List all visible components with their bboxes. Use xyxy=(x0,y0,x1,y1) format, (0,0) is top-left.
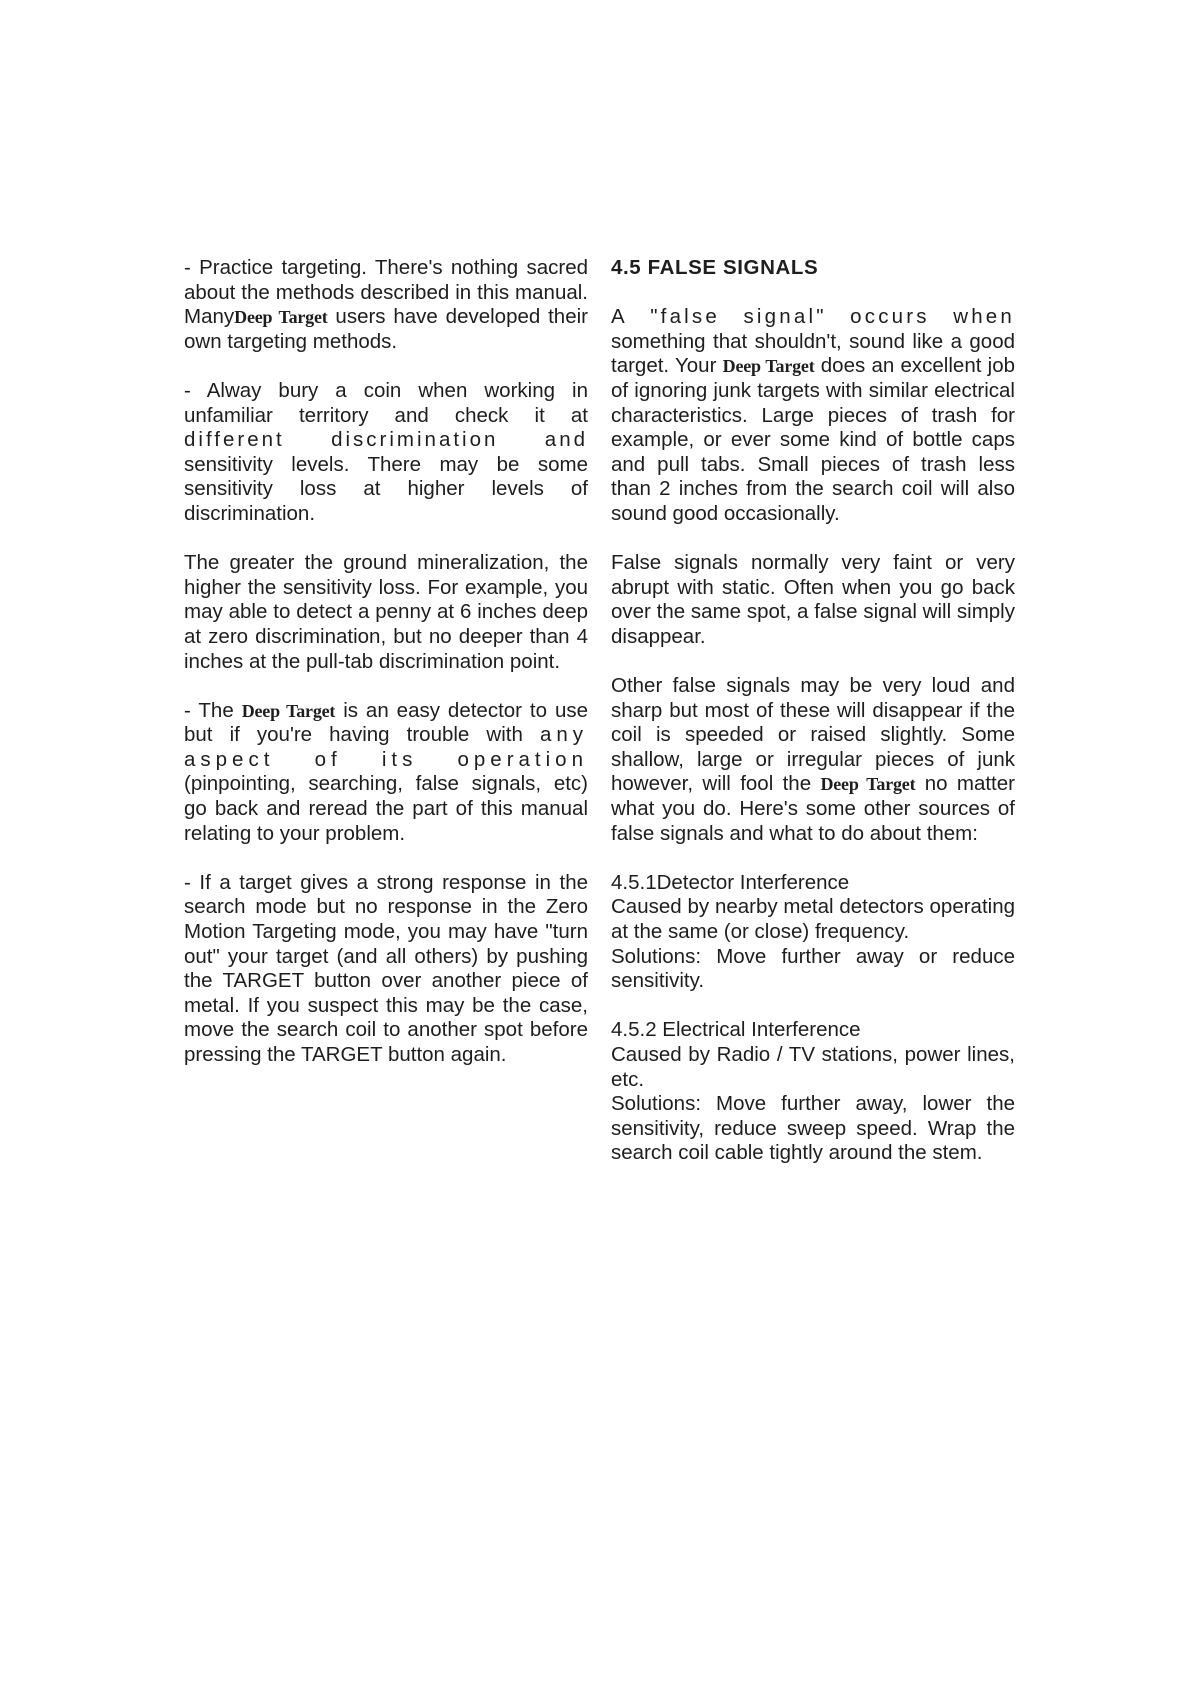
subsection-solution: Solutions: Move further away, lower the sensitivity, reduce sweep speed. Wrap the search coil cable tightly around the stem. xyxy=(611,1092,1015,1165)
left-paragraph-bury-coin: - Alway bury a coin when working in unfamiliar territory and check it at different discrimination and sensitivity levels. There may be some sensitivity loss at higher levels of discrimination. xyxy=(184,378,588,525)
left-paragraph-mineralization: The greater the ground mineralization, the higher the sensitivity loss. For example, you may able to detect a penny at 6 inches deep at zero discrimination, but no deeper than 4 inches at the pull-tab discrimination point. xyxy=(184,551,588,673)
subsection-detector-interference xyxy=(611,871,1015,994)
subsection-electrical-interference xyxy=(611,1018,1015,1166)
left-paragraph-practice: - Practice targeting. There's nothing sacred about the methods described in this manual. ManyDeep Target users have developed their own targeting methods. xyxy=(184,256,588,353)
brand-name: Deep Target xyxy=(722,356,815,377)
brand-name: Deep Target xyxy=(820,774,916,795)
left-paragraph-strong-response: - If a target gives a strong response in the search mode but no response in the Zero Motion Targeting mode, you may have "turn out" your target (and all others) by pushing the TARGET button over another piece of metal. If you suspect this may be the case, move the search coil to another spot before pressing the TARGET button again. xyxy=(184,870,588,1066)
subsection-solution: Solutions: Move further away or reduce sensitivity. xyxy=(611,944,1015,993)
brand-name: Deep Target xyxy=(234,307,328,328)
subsection-cause: Caused by Radio / TV stations, power lines, etc. xyxy=(611,1043,1015,1091)
right-column xyxy=(611,256,1015,1166)
subsection-cause: Caused by nearby metal detectors operating at the same (or close) frequency. xyxy=(611,895,1015,944)
right-paragraph-faint-signals: False signals normally very faint or very abrupt with static. Often when you go back over the same spot, a false signal will simply disappear. xyxy=(611,551,1015,648)
right-paragraph-loud-signals: Other false signals may be very loud and sharp but most of these will disappear if the coil is speeded or raised slightly. Some shallow, large or irregular pieces of junk however, will fool the Deep Target no matter what you do. Here's some other sources of false signals and what to do about them: xyxy=(611,674,1015,845)
section-heading-false-signals: 4.5 FALSE SIGNALS xyxy=(611,256,819,279)
right-paragraph-false-signal-definition: A "false signal" occurs when something that shouldn't, sound like a good target. Your Deep Target does an excellent job of ignoring junk targets with similar electrical characteristics. Large pieces of trash for example, or ever some kind of bottle caps and pull tabs. Small pieces of trash less than 2 inches from the search coil will also sound good occasionally. xyxy=(611,305,1016,525)
left-paragraph-easy-detector: - The Deep Target is an easy detector to use but if you're having trouble with any aspect of its operation (pinpointing, searching, false signals, etc) go back and reread the part of this manual relating to your problem. xyxy=(184,698,589,845)
subsection-title: 4.5.2 Electrical Interference xyxy=(611,1018,861,1042)
left-column xyxy=(184,256,588,1092)
brand-name: Deep Target xyxy=(241,700,336,721)
subsection-title: 4.5.1Detector Interference xyxy=(611,870,850,894)
